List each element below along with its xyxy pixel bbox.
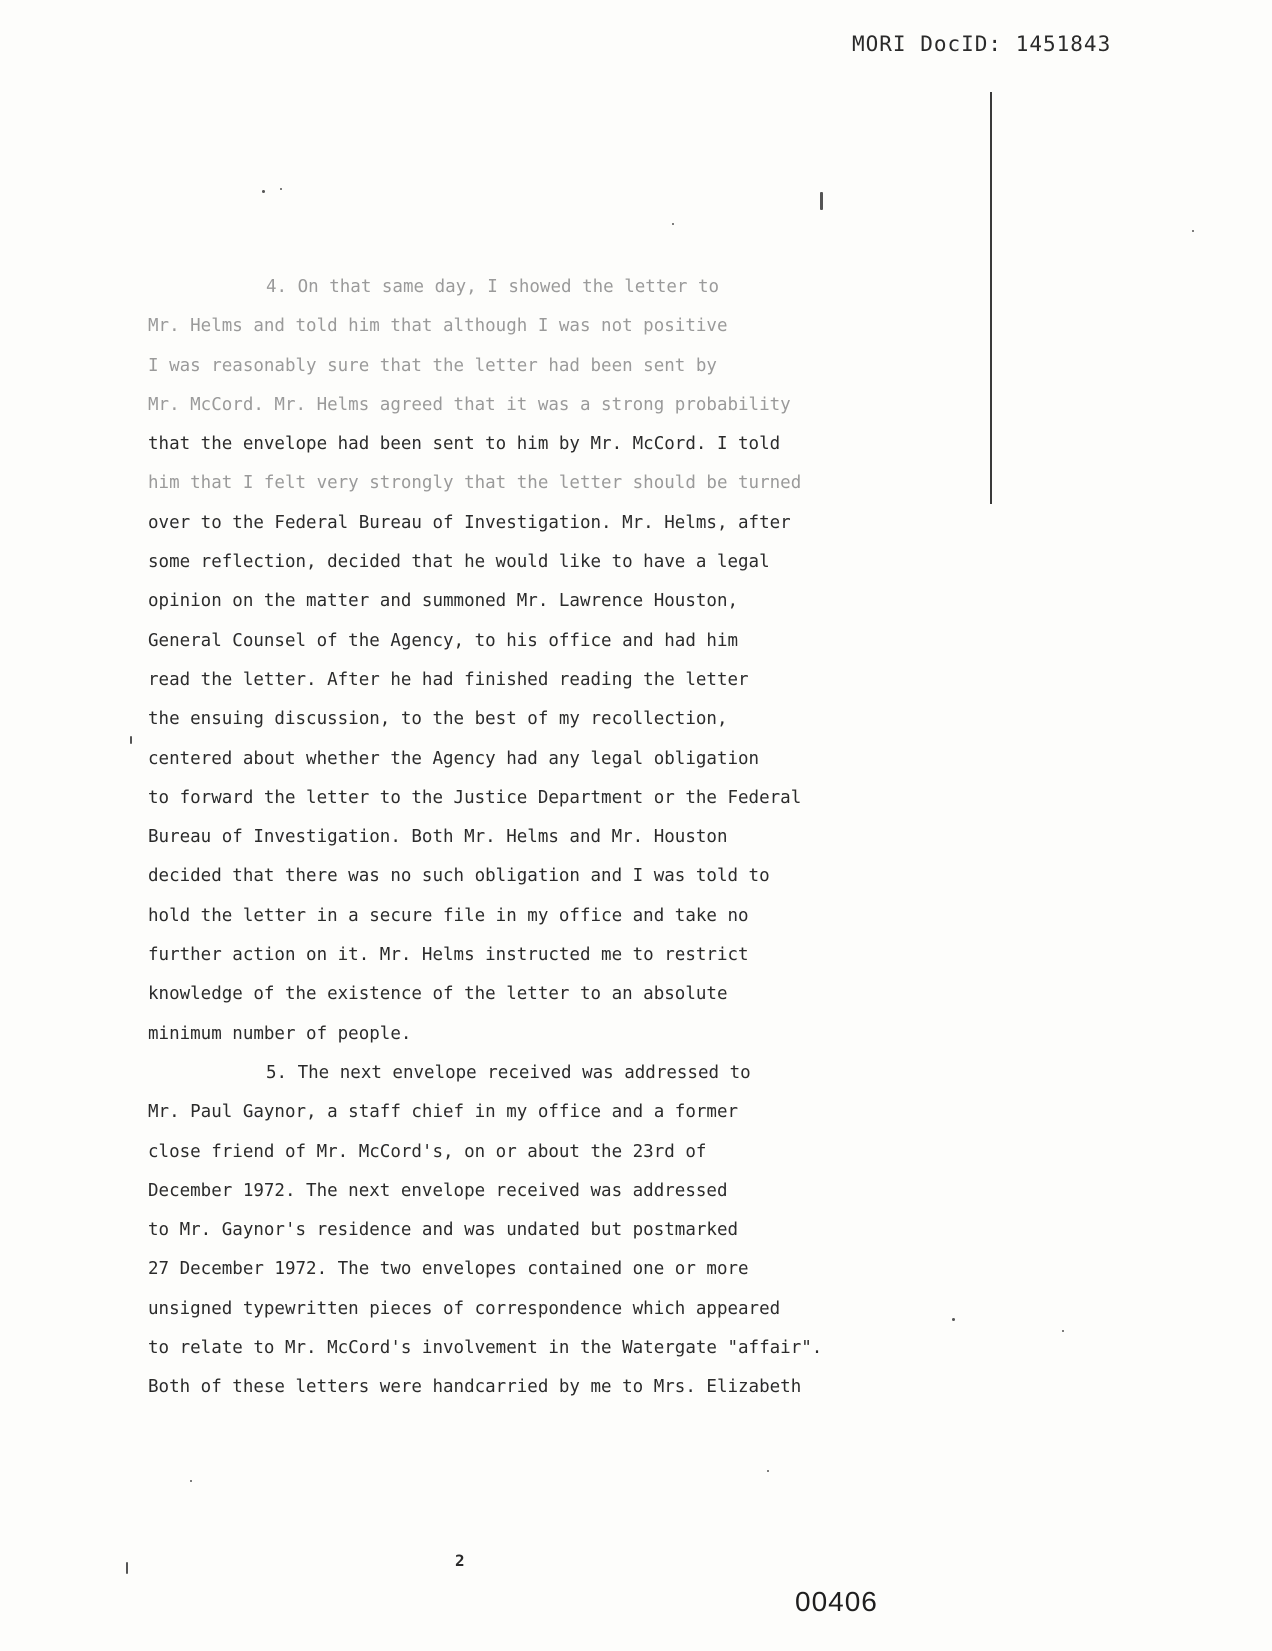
body-line: Bureau of Investigation. Both Mr. Helms and Mr. Houston [148, 827, 728, 848]
body-line: close friend of Mr. McCord's, on or about the 23rd of [148, 1141, 707, 1162]
body-line: further action on it. Mr. Helms instructed me to restrict [148, 945, 749, 966]
body-line: opinion on the matter and summoned Mr. Lawrence Houston, [148, 591, 739, 612]
body-line: Mr. Paul Gaynor, a staff chief in my office and a former [148, 1102, 739, 1123]
page-number: 2 [455, 1551, 465, 1570]
body-line: 4. On that same day, I showed the letter to [266, 277, 720, 297]
body-line: 27 December 1972. The two envelopes contained one or more [148, 1259, 749, 1280]
scan-speck [767, 1470, 769, 1472]
body-line: centered about whether the Agency had any legal obligation [148, 748, 760, 769]
body-line: him that I felt very strongly that the letter should be turned [148, 473, 802, 494]
doc-id-label: MORI DocID: 1451843 [852, 32, 1112, 56]
bates-stamp: 00406 [795, 1586, 878, 1617]
body-line: to forward the letter to the Justice Department or the Federal [148, 787, 802, 808]
body-line: 5. The next envelope received was addressed to [266, 1062, 751, 1083]
scan-speck [130, 736, 132, 744]
body-line: over to the Federal Bureau of Investigation. Mr. Helms, after [148, 512, 791, 533]
body-line: some reflection, decided that he would like to have a legal [148, 552, 770, 573]
body-line: read the letter. After he had finished reading the letter [148, 669, 749, 690]
scan-speck [126, 1562, 128, 1574]
body-line: December 1972. The next envelope received was addressed [148, 1180, 728, 1201]
body-line: that the envelope had been sent to him by Mr. McCord. I told [148, 434, 781, 455]
body-line: the ensuing discussion, to the best of my recollection, [148, 709, 728, 730]
margin-rule [990, 92, 992, 504]
body-line: decided that there was no such obligation and I was told to [148, 866, 770, 887]
scan-speck [1192, 230, 1194, 232]
body-line: Mr. McCord. Mr. Helms agreed that it was a strong probability [148, 394, 791, 415]
scan-speck [280, 188, 282, 190]
scan-speck [952, 1318, 955, 1321]
scan-speck [820, 192, 823, 210]
body-line: to relate to Mr. McCord's involvement in the Watergate "affair". [148, 1338, 823, 1359]
scan-speck [672, 223, 674, 225]
scan-speck [262, 190, 265, 193]
body-line: hold the letter in a secure file in my office and take no [148, 905, 749, 926]
body-line: General Counsel of the Agency, to his office and had him [148, 630, 739, 651]
body-line: unsigned typewritten pieces of correspondence which appeared [148, 1298, 781, 1319]
body-line: knowledge of the existence of the letter to an absolute [148, 984, 728, 1005]
body-line: minimum number of people. [148, 1023, 412, 1044]
body-line: Both of these letters were handcarried by me to Mrs. Elizabeth [148, 1377, 802, 1398]
body-line: I was reasonably sure that the letter had been sent by [148, 355, 717, 376]
scan-speck [1062, 1330, 1064, 1332]
scan-speck [190, 1480, 192, 1482]
body-line: to Mr. Gaynor's residence and was undated but postmarked [148, 1220, 739, 1241]
body-line: Mr. Helms and told him that although I was not positive [148, 316, 728, 337]
document-body [148, 268, 908, 1408]
